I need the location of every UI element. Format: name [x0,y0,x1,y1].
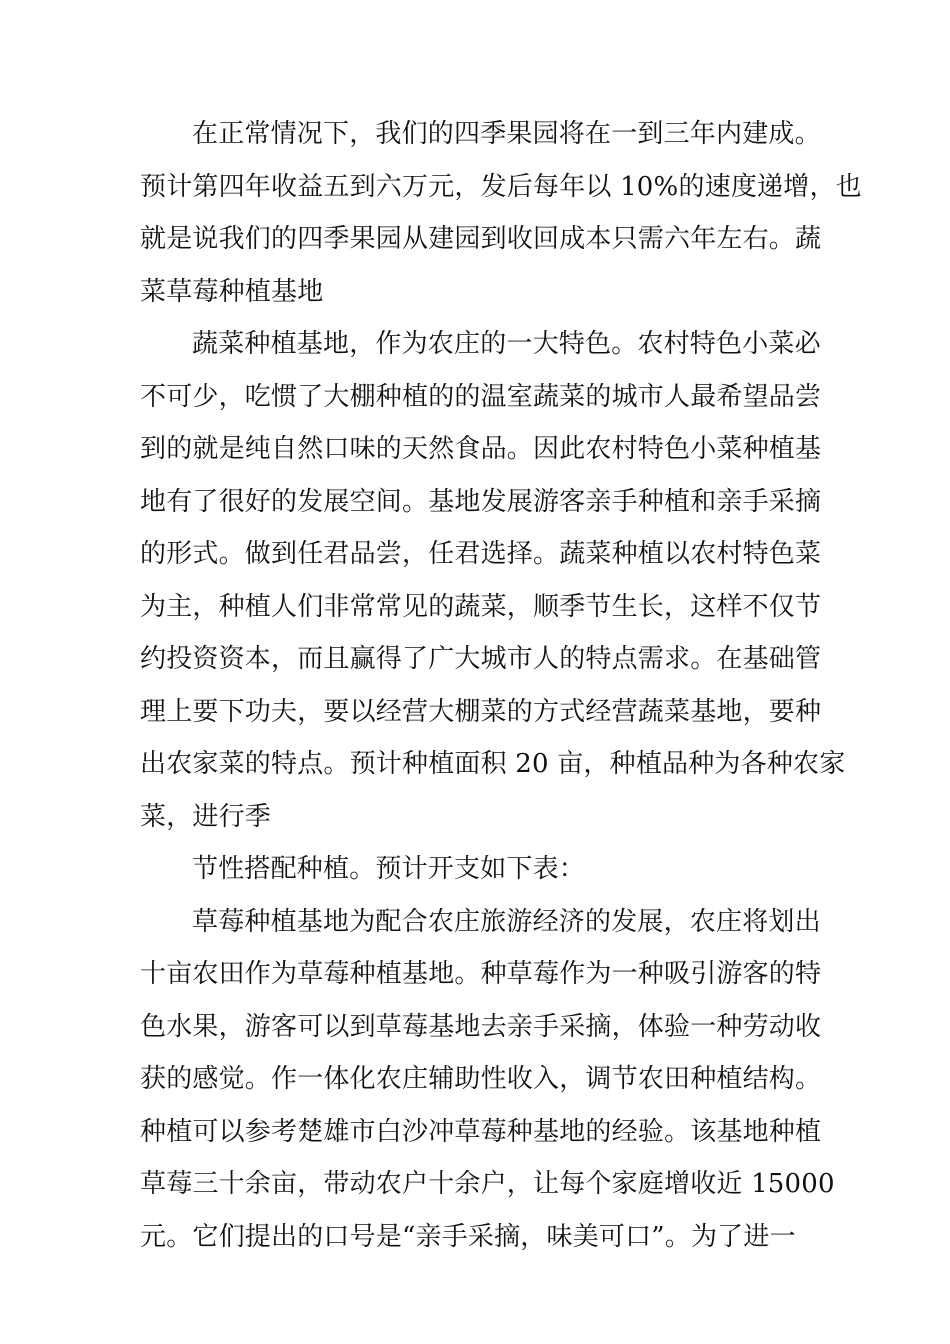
paragraph-line: 约投资资本，而且赢得了广大城市人的特点需求。在基础管 [140,644,822,674]
paragraph-line: 菜，进行季 [140,801,272,832]
paragraph-line: 地有了很好的发展空间。基地发展游客亲手种植和亲手采摘 [140,486,822,517]
paragraph-line: 元。它们提出的口号是“亲手采摘，味美可口”。为了进一 [140,1221,796,1252]
paragraph-line: 节性搭配种植。预计开支如下表： [192,854,586,884]
document-body [140,108,862,1263]
paragraph-line: 草莓三十余亩，带动农户十余户，让每个家庭增收近 15000 [140,1169,835,1199]
paragraph-line: 到的就是纯自然口味的天然食品。因此农村特色小菜种植基 [140,434,822,464]
paragraph-line: 出农家菜的特点。预计种植面积 20 亩，种植品种为各种农家 [140,749,846,779]
paragraph-line: 的形式。做到任君品尝，任君选择。蔬菜种植以农村特色菜 [140,539,822,569]
paragraph-line: 获的感觉。作一体化农庄辅助性收入，调节农田种植结构。 [140,1064,822,1094]
paragraph-line: 种植可以参考楚雄市白沙冲草莓种基地的经验。该基地种植 [140,1116,822,1147]
paragraph-line: 菜草莓种植基地 [140,276,324,307]
paragraph-line: 蔬菜种植基地，作为农庄的一大特色。农村特色小菜必 [192,329,821,359]
paragraph-line: 预计第四年收益五到六万元，发后每年以 10%的速度递增，也 [140,171,862,202]
paragraph-line: 在正常情况下，我们的四季果园将在一到三年内建成。 [192,119,821,149]
paragraph-line: 理上要下功夫，要以经营大棚菜的方式经营蔬菜基地，要种 [140,696,822,727]
paragraph-line: 不可少，吃惯了大棚种植的的温室蔬菜的城市人最希望品尝 [140,381,822,412]
paragraph-line: 就是说我们的四季果园从建园到收回成本只需六年左右。蔬 [140,224,822,254]
paragraph-line: 十亩农田作为草莓种植基地。种草莓作为一种吸引游客的特 [140,959,822,989]
paragraph-line: 草莓种植基地为配合农庄旅游经济的发展，农庄将划出 [192,906,821,937]
paragraph-line: 为主，种植人们非常常见的蔬菜，顺季节生长，这样不仅节 [140,591,822,622]
paragraph-line: 色水果，游客可以到草莓基地去亲手采摘，体验一种劳动收 [140,1011,822,1042]
